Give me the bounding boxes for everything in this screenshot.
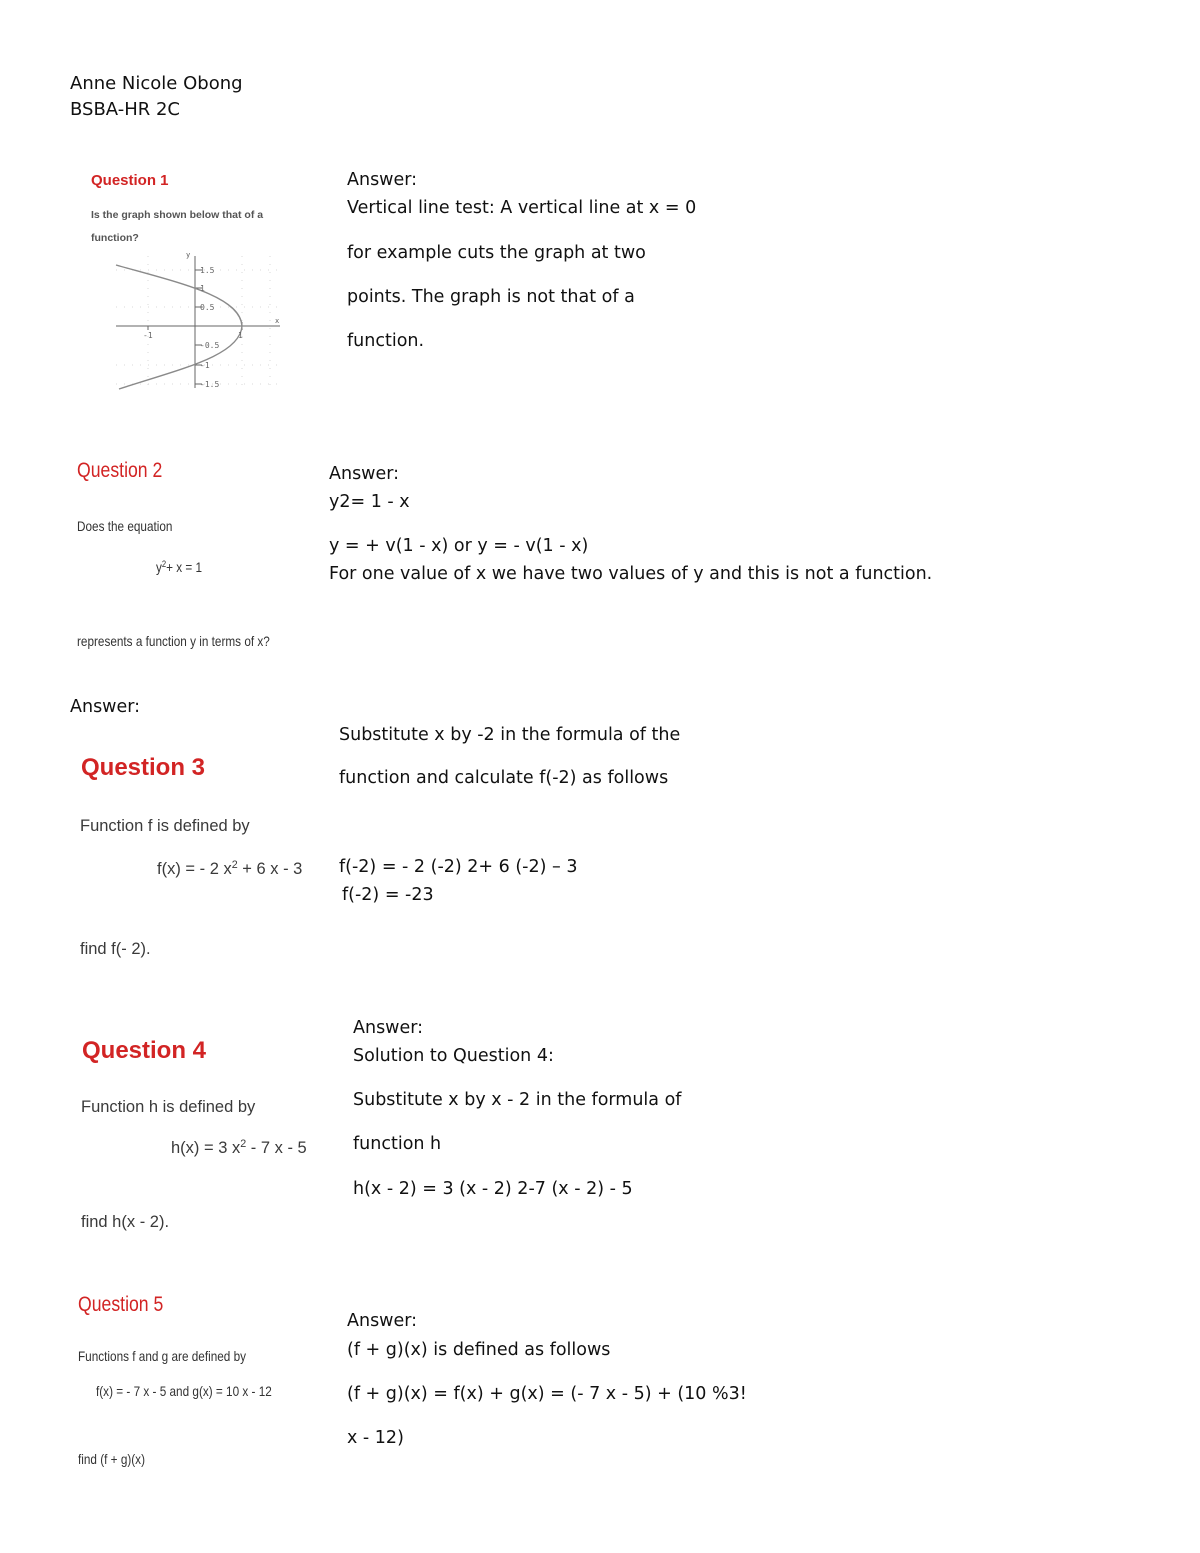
question-4-equation: h(x) = 3 $x^2 - 7$ x - 5 — [171, 1138, 307, 1157]
graph-tick-label: -1.5 — [200, 380, 220, 389]
graph-tick-label: -0.5 — [200, 341, 220, 350]
question-1-text-line1: Is the graph shown below that of a — [91, 209, 264, 221]
question-5-title: Question 5 — [78, 1293, 164, 1316]
question-1-graph — [110, 248, 290, 396]
question-4-text: find h(x - 2). — [81, 1213, 170, 1231]
answer-2-line: y2= 1 - x — [329, 492, 410, 512]
answer-1-heading: Answer: — [347, 170, 418, 190]
graph-tick-label: 1 — [238, 331, 243, 340]
answer-4-line: function h — [353, 1134, 442, 1154]
graph-parabola-curve — [116, 265, 242, 389]
answer-1-line: function. — [347, 331, 425, 351]
question-4-text: Function h is defined by — [81, 1098, 256, 1116]
question-1-text-line2: function? — [91, 232, 139, 244]
question-4-title: Question 4 — [82, 1037, 207, 1064]
question-5-equation: f(x) = - 7 x - 5 and g(x) = 10 x - 12 — [96, 1383, 272, 1399]
graph-tick-label: -1 — [143, 331, 153, 340]
answer-2-line: y = + v(1 - x) or y = - v(1 - x) — [329, 536, 589, 556]
question-3-equation: f(x) = - 2 $x^2 + 6$ x - 3 — [157, 859, 303, 878]
question-5-text: Functions f and g are defined by — [78, 1348, 247, 1364]
answer-3-line: f(-2) = -23 — [342, 885, 434, 905]
answer-4-heading: Answer: — [353, 1018, 424, 1038]
graph-tick-label: 1.5 — [200, 266, 215, 275]
answer-3-line: f(-2) = - 2 (-2) 2+ 6 (-2) – 3 — [339, 857, 578, 877]
answer-4-line: Substitute x by x - 2 in the formula of — [353, 1090, 682, 1110]
answer-1-line: for example cuts the graph at two — [347, 243, 646, 263]
question-1-title: Question 1 — [91, 172, 169, 189]
answer-5-line: x - 12) — [347, 1428, 404, 1448]
answer-3-line: Substitute x by -2 in the formula of the — [339, 725, 681, 745]
answer-1-line: Vertical line test: A vertical line at x = 0 — [347, 198, 697, 218]
answer-2-line: For one value of x we have two values of y and this is not a function. — [329, 564, 933, 584]
answer-5-heading: Answer: — [347, 1311, 418, 1331]
course-section: BSBA-HR 2C — [70, 99, 181, 120]
graph-grid-dots — [116, 256, 282, 388]
graph-y-axis-label: y — [186, 251, 191, 259]
graph-tick-label: 1 — [200, 284, 205, 293]
answer-4-line: h(x - 2) = 3 (x - 2) 2-7 (x - 2) - 5 — [353, 1179, 633, 1199]
author-name: Anne Nicole Obong — [70, 73, 243, 94]
question-2-text: Does the equation — [77, 518, 173, 534]
question-5-text: find (f + g)(x) — [78, 1451, 145, 1467]
question-2-title: Question 2 — [77, 459, 163, 482]
answer-4-line: Solution to Question 4: — [353, 1046, 554, 1066]
answer-3-line: function and calculate f(-2) as follows — [339, 768, 669, 788]
graph-tick-label: -1 — [200, 361, 210, 370]
question-3-text: find f(- 2). — [80, 940, 151, 958]
graph-tick-label: 0.5 — [200, 303, 215, 312]
answer-1-line: points. The graph is not that of a — [347, 287, 635, 307]
question-3-text: Function f is defined by — [80, 817, 250, 835]
graph-x-axis-label: x — [275, 317, 280, 325]
answer-2-heading: Answer: — [329, 464, 400, 484]
question-2-equation: $y^2+ x = 1$ — [156, 559, 203, 575]
answer-5-line: (f + g)(x) is defined as follows — [347, 1340, 611, 1360]
answer-3-heading: Answer: — [70, 697, 141, 717]
question-3-title: Question 3 — [81, 754, 206, 781]
answer-5-line: (f + g)(x) = f(x) + g(x) = (- 7 x - 5) + (10 %3! — [347, 1384, 747, 1404]
question-2-text: represents a function y in terms of x? — [77, 633, 270, 649]
